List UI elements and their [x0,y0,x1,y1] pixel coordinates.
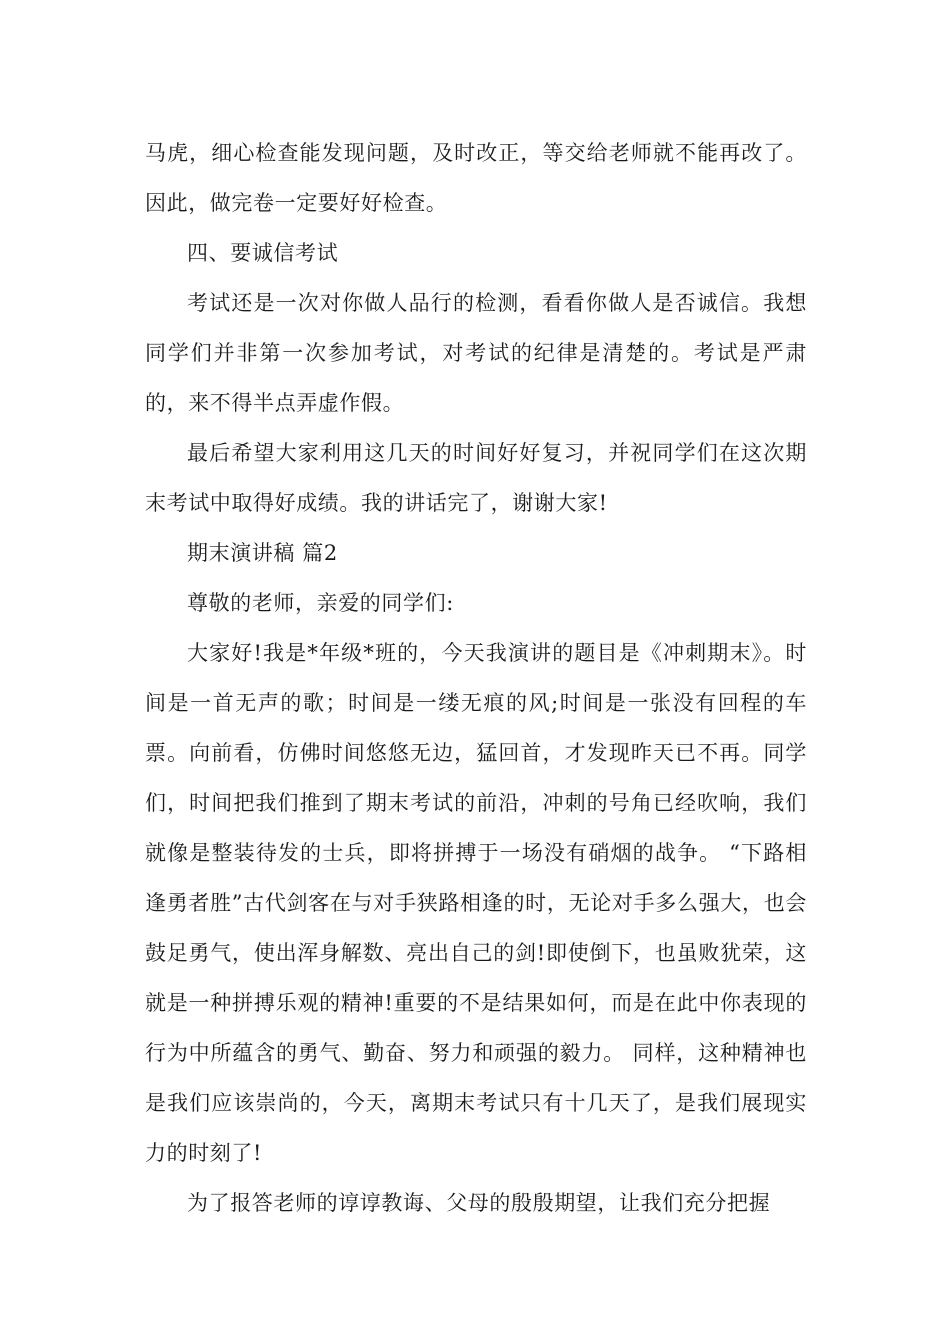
paragraph-greeting: 尊敬的老师，亲爱的同学们: [187,591,454,615]
paragraph-integrity: 考试还是一次对你做人品行的检测，看看你做人是否诚信。我想同学们并非第一次参加考试，对考试的纪律是清楚的。考试是严肃的，来不得半点弄虚作假。 [145,291,807,415]
paragraph-closing-wishes: 最后希望大家利用这几天的时间好好复习，并祝同学们在这次期末考试中取得好成绩。我的讲话完了，谢谢大家! [145,441,807,515]
paragraph-speech-body: 大家好!我是*年级*班的，今天我演讲的题目是《冲刺期末》。时间是一首无声的歌；时间是一缕无痕的风;时间是一张没有回程的车票。向前看，仿佛时间悠悠无边，猛回首，才发现昨天已不再。同学们，时间把我们推到了期末考试的前沿，冲刺的号角已经吹响，我们就像是整装待发的士兵，即将拼搏于一场没有硝烟的战争。 “下路相逢勇者胜”古代剑客在与对手狭路相逢的时，无论对手多么强大，也会鼓足勇气，使出浑身解数、亮出自己的剑!即使倒下，也虽败犹荣，这就是一种拼搏乐观的精神!重要的不是结果如何，而是在此中你表现的行为中所蕴含的勇气、勤奋、努力和顽强的毅力。 同样，这种精神也是我们应该崇尚的，今天，离期末考试只有十几天了，是我们展现实力的时刻了! [145,641,807,1165]
paragraph-final-partial: 为了报答老师的谆谆教诲、父母的殷殷期望，让我们充分把握 [187,1191,771,1215]
section-heading-honest-exam: 四、要诚信考试 [187,241,339,265]
paragraph-exam-check: 马虎，细心检查能发现问题，及时改正，等交给老师就不能再改了。因此，做完卷一定要好好检查。 [145,141,807,215]
section-heading-speech-2: 期末演讲稿 篇2 [187,541,338,565]
document-page [145,128,807,1228]
